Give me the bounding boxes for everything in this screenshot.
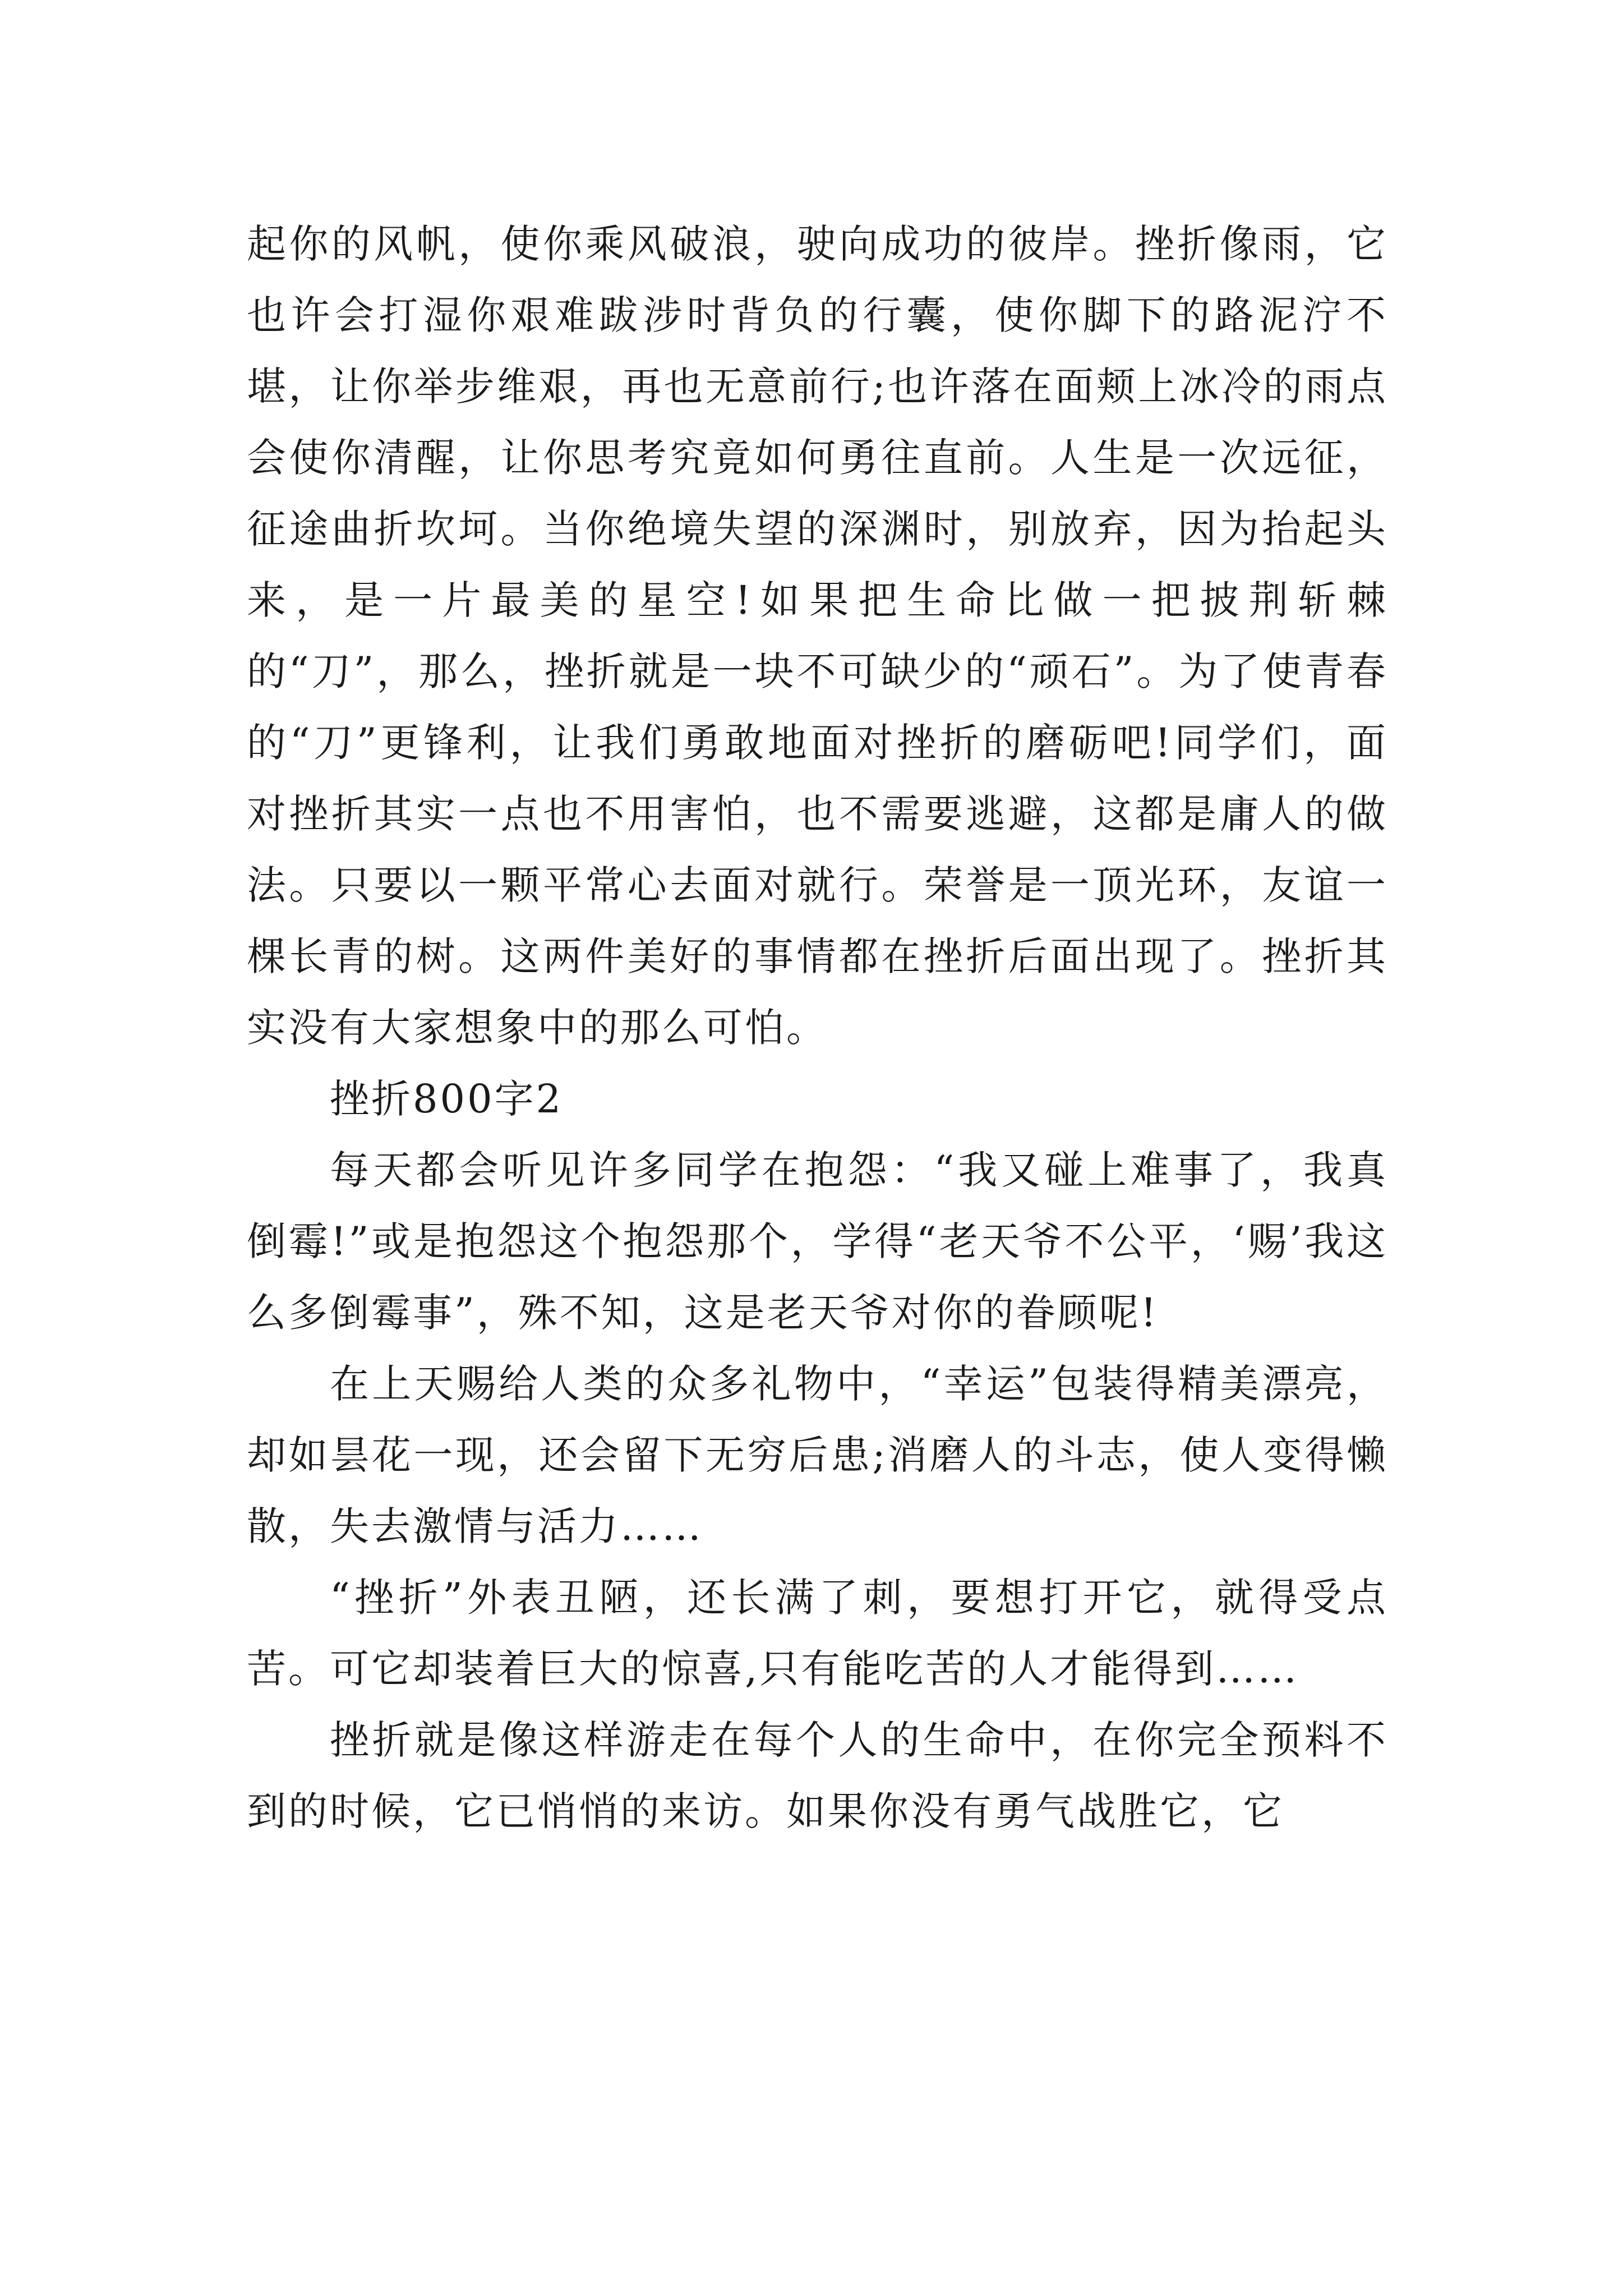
paragraph-continued: 起你的风帆，使你乘风破浪，驶向成功的彼岸。挫折像雨，它也许会打湿你艰难跋涉时背负的行囊，使你脚下的路泥泞不堪，让你举步维艰，再也无意前行;也许落在面颊上冰冷的雨点会使你清醒，让你思考究竟如何勇往直前。人生是一次远征，征途曲折坎坷。当你绝境失望的深渊时，别放弃，因为抬起头来，是一片最美的星空!如果把生命比做一把披荆斩棘的“刀”，那么，挫折就是一块不可缺少的“顽石”。为了使青春的“刀”更锋利，让我们勇敢地面对挫折的磨砺吧!同学们，面对挫折其实一点也不用害怕，也不需要逃避，这都是庸人的做法。只要以一颗平常心去面对就行。荣誉是一顶光环，友谊一棵长青的树。这两件美好的事情都在挫折后面出现了。挫折其实没有大家想象中的那么可怕。 bbox=[247, 221, 1388, 1051]
paragraph-setback-visit: 挫折就是像这样游走在每个人的生命中，在你完全预料不到的时候，它已悄悄的来访。如果你没有勇气战胜它，它 bbox=[247, 1717, 1388, 1834]
document-body bbox=[247, 209, 1388, 1847]
paragraph-luck: 在上天赐给人类的众多礼物中，“幸运”包装得精美漂亮，却如昙花一现，还会留下无穷后患;消磨人的斗志，使人变得懒散，失去激情与活力…… bbox=[247, 1361, 1388, 1549]
section-heading: 挫折800字2 bbox=[330, 1076, 564, 1122]
paragraph-setback-gift: “挫折”外表丑陋，还长满了刺，要想打开它，就得受点苦。可它却装着巨大的惊喜,只有能吃苦的人才能得到…… bbox=[247, 1575, 1388, 1692]
paragraph-complaints: 每天都会听见许多同学在抱怨：“我又碰上难事了，我真倒霉!”或是抱怨这个抱怨那个，学得“老天爷不公平，‘赐’我这么多倒霉事”，殊不知，这是老天爷对你的眷顾呢! bbox=[247, 1147, 1388, 1336]
